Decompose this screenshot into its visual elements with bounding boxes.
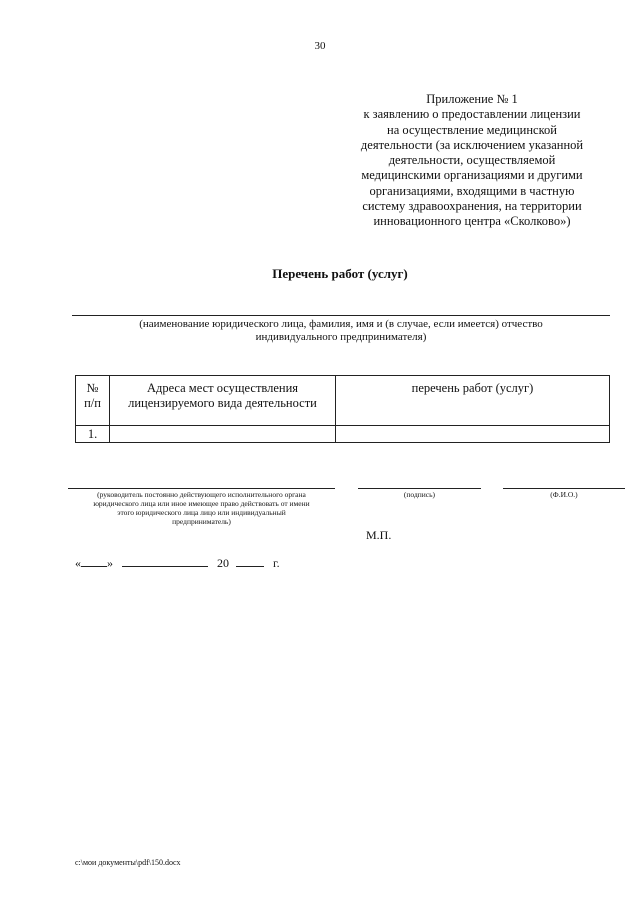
appendix-line: на осуществление медицинской <box>387 122 557 137</box>
name-line <box>503 488 625 489</box>
head-caption-line: этого юридического лица лицо или индивидуальный <box>117 508 286 517</box>
appendix-line: Приложение № 1 <box>426 92 518 106</box>
table-header-row <box>76 376 610 426</box>
organization-caption-line: (наименование юридического лица, фамилия, имя и (в случае, если имеется) отчество <box>139 318 543 330</box>
head-caption <box>68 490 335 526</box>
appendix-line: инновационного центра «Сколково») <box>373 214 571 229</box>
appendix-line: деятельности (за исключением указанной <box>360 137 584 152</box>
head-caption-line: юридического лица или иное имеющее право действовать от имени <box>93 499 310 508</box>
header-address <box>110 376 336 426</box>
signature-caption: (подпись) <box>403 490 436 499</box>
date-open-quote: « <box>75 556 81 570</box>
document-title: Перечень работ (услуг) <box>272 266 408 281</box>
row-address[interactable] <box>110 426 336 443</box>
header-works: перечень работ (услуг) <box>336 376 610 426</box>
appendix-heading <box>332 92 612 230</box>
year-prefix: 20 <box>217 556 229 570</box>
organization-name-line <box>72 315 610 316</box>
header-address-line: лицензируемого вида деятельности <box>128 396 317 410</box>
month-blank[interactable] <box>122 556 208 567</box>
footer-file-path: c:\мои документы\pdf\150.docx <box>75 858 181 867</box>
appendix-line: к заявлению о предоставлении лицензии <box>363 107 581 122</box>
appendix-line: деятельности, осуществляемой <box>388 153 556 168</box>
head-caption-line: (руководитель постоянно действующего исполнительного органа <box>97 490 306 499</box>
row-works[interactable] <box>336 426 610 443</box>
row-number: 1. <box>76 426 110 443</box>
appendix-line: систему здравоохранения, на территории <box>362 199 582 214</box>
day-blank[interactable] <box>81 556 107 567</box>
appendix-line: организациями, входящими в частную <box>369 183 575 198</box>
date-row <box>75 556 280 571</box>
organization-name-caption <box>72 318 610 344</box>
year-blank[interactable] <box>236 556 264 567</box>
page-number: 30 <box>314 40 326 52</box>
name-caption: (Ф.И.О.) <box>550 490 578 499</box>
organization-caption-line: индивидуального предпринимателя) <box>255 331 427 343</box>
appendix-line: медицинскими организациями и другими <box>361 168 583 183</box>
head-signature-line <box>68 488 335 489</box>
date-close-quote: » <box>107 556 113 570</box>
works-table <box>75 375 610 443</box>
table-row <box>76 426 610 443</box>
header-number <box>76 376 110 426</box>
stamp-place: М.П. <box>366 528 392 542</box>
header-address-line: Адреса мест осуществления <box>146 381 299 395</box>
head-caption-line: предприниматель) <box>172 517 231 526</box>
header-number-line: п/п <box>84 396 101 410</box>
header-number-line: № <box>86 381 99 395</box>
year-suffix: г. <box>273 556 280 570</box>
signature-line <box>358 488 481 489</box>
